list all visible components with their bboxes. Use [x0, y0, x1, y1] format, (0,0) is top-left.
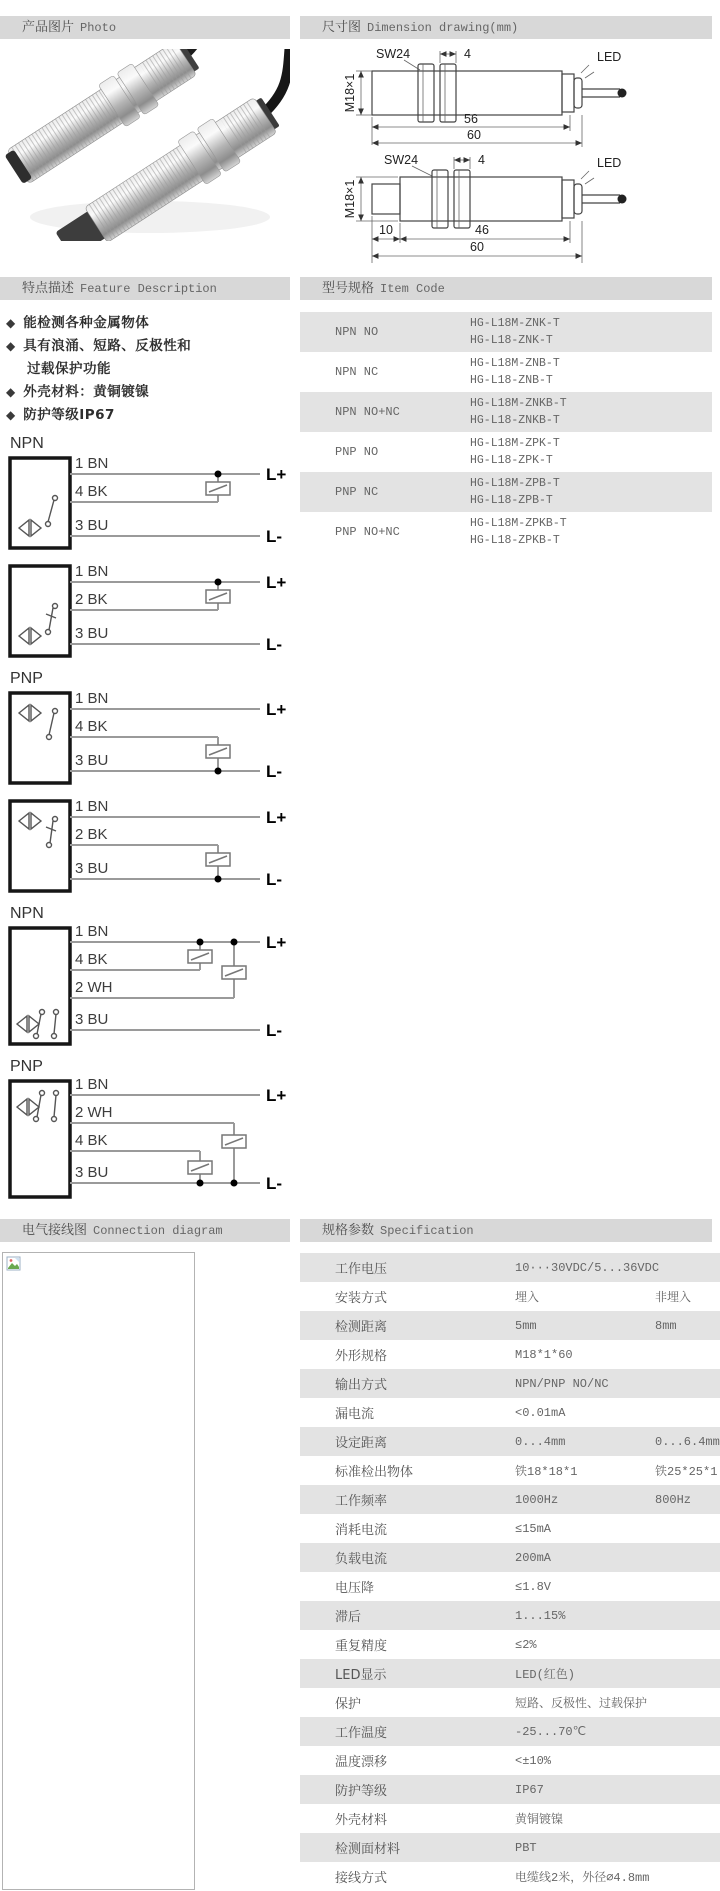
terminal-label: L+ [266, 933, 287, 952]
spec-row [300, 1282, 720, 1311]
item-code: HG-L18-ZNK-T [470, 334, 553, 347]
item-code: HG-L18M-ZPK-T [470, 437, 560, 450]
header-item-code-en: Item Code [380, 282, 445, 296]
total-length-label: 60 [467, 128, 481, 142]
spec-row [300, 1340, 720, 1369]
spec-value: ≤1.8V [515, 1579, 552, 1594]
item-code-area [300, 300, 712, 552]
header-dimension-en: Dimension drawing(mm) [367, 21, 519, 35]
specification-table [300, 1253, 720, 1891]
spec-value: -25...70℃ [515, 1725, 587, 1739]
terminal-label: L- [266, 1021, 283, 1040]
spec-value: 5mm [515, 1318, 537, 1333]
feature-text: 具有浪涌、短路、反极性和 [23, 338, 192, 354]
output-type-label: NPN NO+NC [335, 405, 400, 419]
output-type-label: PNP NO [335, 445, 379, 459]
spec-label: 防护等级 [335, 1784, 388, 1799]
wire-label: 1 BN [75, 924, 109, 940]
led-label: LED [597, 156, 622, 170]
circuit-diagram-npn-no [4, 454, 294, 554]
circuit-type-label: NPN [10, 905, 44, 922]
spec-value-2: 0...6.4mm [655, 1434, 720, 1449]
terminal-label: L+ [266, 700, 287, 719]
feature-line [6, 312, 290, 335]
circuit-diagram-npn-nc [4, 562, 294, 662]
feature-text: 外壳材料：黄铜镀镍 [23, 384, 150, 400]
dimension-drawing-1 [314, 45, 659, 151]
spec-row [300, 1862, 720, 1891]
spec-label: 检测距离 [335, 1320, 388, 1335]
spec-value: 铁18*18*1 [515, 1465, 578, 1479]
spec-value: <0.01mA [515, 1405, 566, 1420]
broken-image-icon [6, 1256, 22, 1272]
spec-row [300, 1688, 720, 1717]
output-type-label: PNP NC [335, 485, 379, 499]
terminal-label: L+ [266, 465, 287, 484]
nut-width-label: 4 [464, 47, 471, 61]
header-row-3 [0, 1219, 720, 1242]
wrench-size-label: SW24 [384, 153, 419, 167]
table-row [300, 392, 712, 432]
product-photo-area [0, 39, 290, 245]
dimension-drawings [300, 39, 712, 269]
diamond-bullet-icon: ◆ [6, 408, 16, 422]
output-type-label: NPN NC [335, 365, 379, 379]
section-photo-dimension [0, 39, 720, 269]
spec-row [300, 1659, 720, 1688]
spec-value: 0...4mm [515, 1434, 566, 1449]
item-code: HG-L18M-ZPKB-T [470, 517, 567, 530]
spec-label: 温度漂移 [335, 1755, 388, 1770]
item-code: HG-L18-ZPB-T [470, 494, 553, 507]
terminal-label: L- [266, 762, 283, 781]
spec-row [300, 1398, 720, 1427]
header-photo-en: Photo [80, 21, 117, 35]
spec-label: LED显示 [335, 1668, 387, 1683]
terminal-label: L+ [266, 1086, 287, 1105]
spec-label: 标准检出物体 [335, 1465, 414, 1480]
feature-text: 过载保护功能 [27, 361, 111, 377]
spec-row [300, 1311, 720, 1340]
header-photo-zh: 产品图片 [22, 20, 75, 35]
wire-label: 2 BK [75, 591, 108, 608]
item-codes [470, 355, 560, 389]
wire-label: 3 BU [75, 1011, 109, 1028]
spec-label: 消耗电流 [335, 1523, 388, 1538]
spec-label: 外形规格 [335, 1349, 388, 1364]
features-and-circuits [0, 300, 290, 1211]
spec-label: 外壳材料 [335, 1813, 388, 1828]
spec-value: 电缆线2米，外径∅4.8mm [515, 1871, 650, 1885]
spec-label: 滞后 [335, 1610, 362, 1625]
wire-label: 2 BK [75, 826, 108, 843]
spec-value: 10···30VDC/5...36VDC [515, 1260, 660, 1275]
spec-label: 负载电流 [335, 1552, 388, 1567]
wire-label: 1 BN [75, 690, 109, 707]
wire-label: 1 BN [75, 455, 109, 472]
wire-label: 4 BK [75, 718, 108, 735]
body-length-label: 46 [475, 223, 489, 237]
spec-value: 1...15% [515, 1608, 566, 1623]
wrench-size-label: SW24 [376, 47, 411, 61]
feature-item [6, 335, 290, 381]
spec-value: 黄铜镀镍 [515, 1813, 564, 1827]
body-length-label: 56 [464, 112, 478, 126]
header-dimension-zh: 尺寸图 [322, 20, 362, 35]
section-header-dimension [300, 16, 712, 39]
specification-area [300, 1242, 720, 1891]
dimension-drawing-2 [314, 151, 659, 269]
circuit-type-label: PNP [10, 1058, 43, 1075]
item-code: HG-L18-ZNKB-T [470, 414, 560, 427]
tip-length-label: 10 [379, 223, 393, 237]
feature-text: 防护等级IP67 [23, 407, 115, 423]
spec-row [300, 1427, 720, 1456]
spec-value: 短路、反极性、过载保护 [515, 1697, 648, 1711]
diamond-bullet-icon: ◆ [6, 316, 16, 330]
wire-label: 1 BN [75, 798, 109, 815]
section-header-photo [0, 16, 290, 39]
table-row [300, 432, 712, 472]
diamond-bullet-icon: ◆ [6, 385, 16, 399]
item-code: HG-L18M-ZNK-T [470, 317, 560, 330]
connection-diagram-area [0, 1242, 290, 1890]
spec-row [300, 1456, 720, 1485]
spec-row [300, 1630, 720, 1659]
spec-value: PBT [515, 1840, 537, 1855]
section-connection-spec [0, 1242, 720, 1891]
feature-item [6, 381, 290, 404]
spec-value: ≤2% [515, 1637, 537, 1652]
header-item-code-zh: 型号规格 [322, 281, 375, 296]
section-header-specification [300, 1219, 712, 1242]
wire-label: 2 WH [75, 979, 113, 996]
section-header-connection [0, 1219, 290, 1242]
item-code: HG-L18-ZPK-T [470, 454, 553, 467]
led-label: LED [597, 50, 622, 64]
item-code: HG-L18-ZNB-T [470, 374, 553, 387]
table-row [300, 312, 712, 352]
header-connection-zh: 电气接线图 [22, 1223, 88, 1238]
feature-text: 能检测各种金属物体 [23, 315, 150, 331]
spec-label: 工作频率 [335, 1494, 388, 1509]
item-codes [470, 315, 560, 349]
circuit-diagram-pnp-no-nc [4, 1077, 294, 1203]
wire-label: 1 BN [75, 563, 109, 580]
feature-item [6, 404, 290, 427]
spec-label: 输出方式 [335, 1378, 388, 1393]
spec-value: <±10% [515, 1753, 552, 1768]
circuit-type-label: NPN [10, 435, 44, 452]
terminal-label: L- [266, 635, 283, 654]
feature-line [6, 381, 290, 404]
feature-list [0, 300, 290, 431]
spec-label: 检测面材料 [335, 1842, 401, 1857]
spec-value: LED(红色) [515, 1668, 576, 1682]
item-codes [470, 395, 567, 429]
spec-value: NPN/PNP NO/NC [515, 1376, 609, 1391]
item-code-table [300, 312, 712, 552]
spec-label: 工作温度 [335, 1726, 388, 1741]
circuit-diagram-pnp-nc [4, 797, 294, 897]
wire-label: 3 BU [75, 1164, 109, 1181]
spec-label: 重复精度 [335, 1639, 388, 1654]
feature-item [6, 312, 290, 335]
item-codes [470, 435, 560, 469]
spec-row [300, 1833, 720, 1862]
item-code: HG-L18M-ZPB-T [470, 477, 560, 490]
terminal-label: L- [266, 870, 283, 889]
spec-row [300, 1485, 720, 1514]
wire-label: 4 BK [75, 951, 108, 968]
terminal-label: L+ [266, 573, 287, 592]
spec-row [300, 1369, 720, 1398]
circuit-diagrams [0, 435, 290, 1203]
nut-width-label: 4 [478, 153, 485, 167]
wire-label: 4 BK [75, 483, 108, 500]
spec-row [300, 1746, 720, 1775]
header-row-2 [0, 277, 720, 300]
total-length-label: 60 [470, 240, 484, 254]
spec-label: 保护 [335, 1697, 362, 1712]
spec-value: ≤15mA [515, 1521, 552, 1536]
terminal-label: L- [266, 527, 283, 546]
section-features-itemcode [0, 300, 720, 1211]
wire-label: 1 BN [75, 1077, 109, 1093]
item-code: HG-L18-ZPKB-T [470, 534, 560, 547]
spec-row [300, 1804, 720, 1833]
product-photo [0, 49, 290, 241]
spec-row [300, 1572, 720, 1601]
spec-label: 接线方式 [335, 1871, 388, 1886]
spec-label: 工作电压 [335, 1262, 388, 1277]
spec-value: 1000Hz [515, 1492, 559, 1507]
spec-value: 埋入 [515, 1291, 540, 1305]
item-codes [470, 515, 567, 549]
feature-line [6, 404, 290, 427]
spec-row [300, 1253, 720, 1282]
thread-spec-label: M18×1 [343, 179, 357, 219]
header-row-1 [0, 16, 720, 39]
header-specification-zh: 规格参数 [322, 1223, 375, 1238]
spec-row [300, 1514, 720, 1543]
circuit-diagram-npn-no-nc [4, 924, 294, 1050]
spec-value: 200mA [515, 1550, 552, 1565]
section-header-item-code [300, 277, 712, 300]
spec-label: 设定距离 [335, 1436, 388, 1451]
image-placeholder [2, 1252, 195, 1890]
circuit-type-label: PNP [10, 670, 43, 687]
wire-label: 2 WH [75, 1104, 113, 1121]
wire-label: 4 BK [75, 1132, 108, 1149]
terminal-label: L- [266, 1174, 283, 1193]
header-specification-en: Specification [380, 1224, 474, 1238]
table-row [300, 512, 712, 552]
thread-spec-label: M18×1 [343, 73, 357, 113]
wire-label: 3 BU [75, 860, 109, 877]
spec-value-2: 8mm [655, 1318, 677, 1333]
header-features-zh: 特点描述 [22, 281, 75, 296]
feature-line [6, 335, 290, 358]
spec-label: 安装方式 [335, 1291, 388, 1306]
spec-row [300, 1775, 720, 1804]
header-features-en: Feature Description [80, 282, 217, 296]
output-type-label: NPN NO [335, 325, 379, 339]
terminal-label: L+ [266, 808, 287, 827]
spec-row [300, 1601, 720, 1630]
circuit-diagram-pnp-no [4, 689, 294, 789]
output-type-label: PNP NO+NC [335, 525, 400, 539]
wire-label: 3 BU [75, 625, 109, 642]
spec-value-2: 800Hz [655, 1492, 692, 1507]
spec-label: 电压降 [335, 1581, 375, 1596]
header-connection-en: Connection diagram [93, 1224, 223, 1238]
spec-label: 漏电流 [335, 1407, 375, 1422]
spec-value-2: 非埋入 [655, 1291, 692, 1305]
section-header-features [0, 277, 290, 300]
spec-row [300, 1717, 720, 1746]
spec-value-2: 铁25*25*1 [655, 1465, 718, 1479]
wire-label: 3 BU [75, 517, 109, 534]
spec-row [300, 1543, 720, 1572]
wire-label: 3 BU [75, 752, 109, 769]
diamond-bullet-icon: ◆ [6, 339, 16, 353]
item-codes [470, 475, 560, 509]
item-code: HG-L18M-ZNB-T [470, 357, 560, 370]
table-row [300, 352, 712, 392]
item-code: HG-L18M-ZNKB-T [470, 397, 567, 410]
table-row [300, 472, 712, 512]
feature-line [6, 358, 290, 381]
spec-value: M18*1*60 [515, 1347, 573, 1362]
spec-value: IP67 [515, 1782, 544, 1797]
